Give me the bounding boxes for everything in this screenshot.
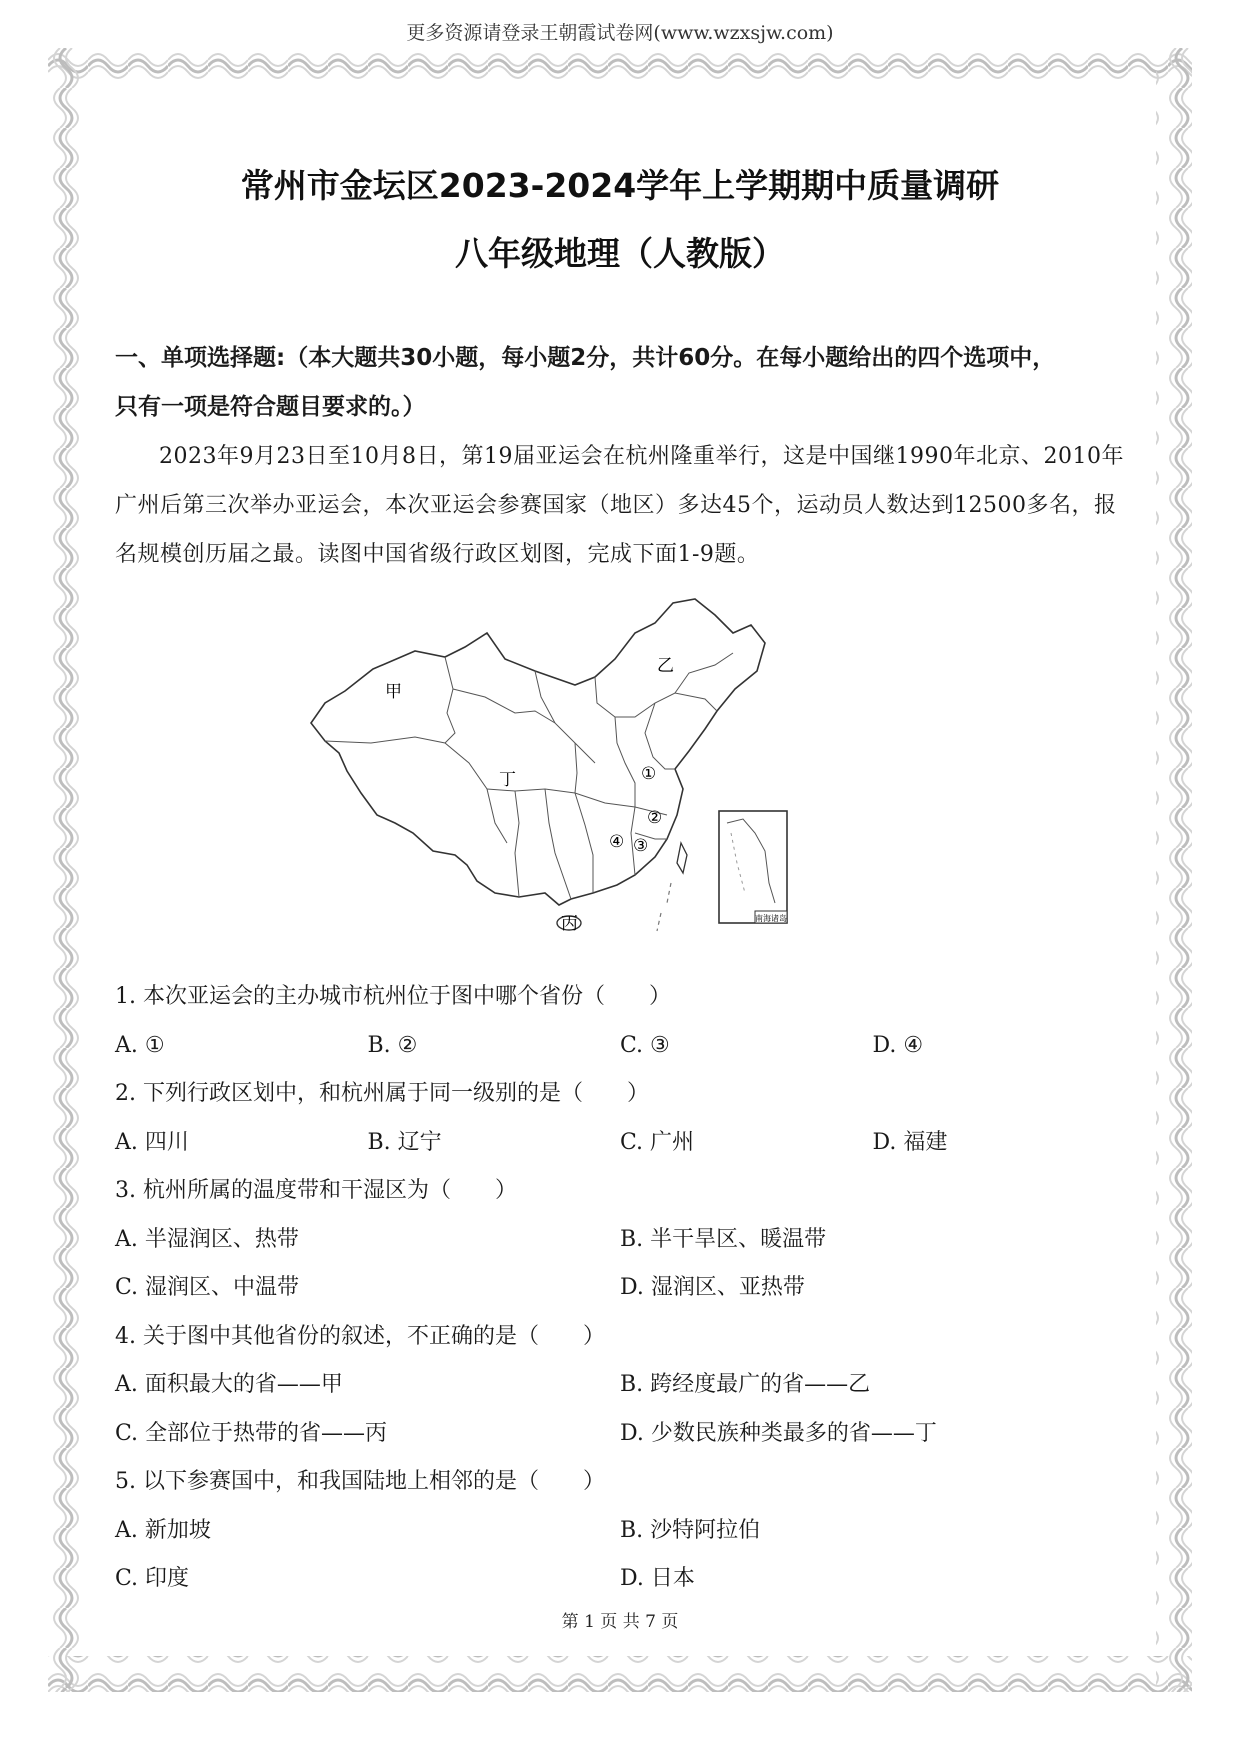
option-a: A. ① <box>115 1032 165 1058</box>
question-4-options-row1 <box>115 1361 1125 1410</box>
option-a: A. 四川 <box>115 1129 189 1155</box>
option-a: A. 新加坡 <box>115 1517 211 1543</box>
question-2-options <box>115 1119 1125 1168</box>
option-a: A. 面积最大的省——甲 <box>115 1372 343 1397</box>
map-label-bing: 丙 <box>561 914 578 934</box>
option-a: A. 半湿润区、热带 <box>115 1226 299 1252</box>
option-b: B. 沙特阿拉伯 <box>620 1517 761 1543</box>
option-c: C. 印度 <box>115 1566 190 1591</box>
map-label-yi: 乙 <box>657 656 674 676</box>
option-c: C. ③ <box>620 1032 670 1058</box>
map-mark-4: ④ <box>609 832 625 852</box>
option-b: B. 半干旱区、暖温带 <box>620 1226 827 1252</box>
page-number: 第 1 页 共 7 页 <box>561 1612 679 1632</box>
option-b: B. 跨经度最广的省——乙 <box>620 1372 871 1397</box>
map-mark-2: ② <box>647 808 663 828</box>
map-figure <box>115 593 1125 973</box>
exam-subtitle: 八年级地理（人教版） <box>455 234 785 273</box>
option-d: D. 湿润区、亚热带 <box>620 1275 805 1300</box>
question-4-stem: 4. 关于图中其他省份的叙述，不正确的是（ ） <box>115 1323 605 1349</box>
exam-title: 常州市金坛区2023-2024学年上学期期中质量调研 <box>240 166 1000 205</box>
question-4-options-row2 <box>115 1410 1125 1459</box>
question-1-stem: 1. 本次亚运会的主办城市杭州位于图中哪个省份（ ） <box>115 984 671 1009</box>
option-b: B. 辽宁 <box>367 1129 442 1155</box>
map-mark-3: ③ <box>633 836 649 856</box>
section-heading-line1: 一、单项选择题:（本大题共30小题，每小题2分，共计60分。在每小题给出的四个选项中， <box>115 345 1056 371</box>
intro-paragraph: 2023年9月23日至10月8日，第19届亚运会在杭州隆重举行，这是中国继1990年北京、2010年广州后第三次举办亚运会，本次亚运会参赛国家（地区）多达45个，运动员人数达到12500多名，报名规模创历届之最。读图中国省级行政区划图，完成下面1-9题。 <box>115 444 1124 567</box>
question-2-stem: 2. 下列行政区划中，和杭州属于同一级别的是（ ） <box>115 1081 649 1106</box>
map-label-ding: 丁 <box>499 770 516 790</box>
exam-content <box>115 334 1125 1604</box>
taiwan-island <box>677 843 687 873</box>
section-heading-line2: 只有一项是符合题目要求的。） <box>115 394 426 420</box>
option-c: C. 全部位于热带的省——丙 <box>115 1420 388 1446</box>
source-banner: 更多资源请登录王朝霞试卷网(www.wzxsjw.com) <box>406 22 834 44</box>
question-5-options-row2 <box>115 1555 1125 1604</box>
map-mark-1: ① <box>641 764 657 784</box>
option-d: D. 日本 <box>620 1566 695 1591</box>
question-3-options-row1 <box>115 1216 1125 1265</box>
question-3-stem: 3. 杭州所属的温度带和干湿区为（ ） <box>115 1178 517 1203</box>
option-c: C. 湿润区、中温带 <box>115 1275 300 1300</box>
china-province-map <box>115 593 1125 973</box>
question-1-options <box>115 1022 1125 1071</box>
option-c: C. 广州 <box>620 1129 695 1155</box>
question-5-options-row1 <box>115 1507 1125 1556</box>
south-china-sea-inset <box>719 811 787 923</box>
option-d: D. 福建 <box>872 1129 948 1155</box>
question-3-options-row2 <box>115 1264 1125 1313</box>
china-outline <box>311 599 765 905</box>
option-d: D. ④ <box>872 1032 924 1058</box>
option-d: D. 少数民族种类最多的省——丁 <box>620 1420 937 1446</box>
map-label-jia: 甲 <box>385 682 402 702</box>
question-5-stem: 5. 以下参赛国中，和我国陆地上相邻的是（ ） <box>115 1469 605 1494</box>
inset-label: 南海诸岛 <box>755 914 787 923</box>
option-b: B. ② <box>367 1032 418 1058</box>
